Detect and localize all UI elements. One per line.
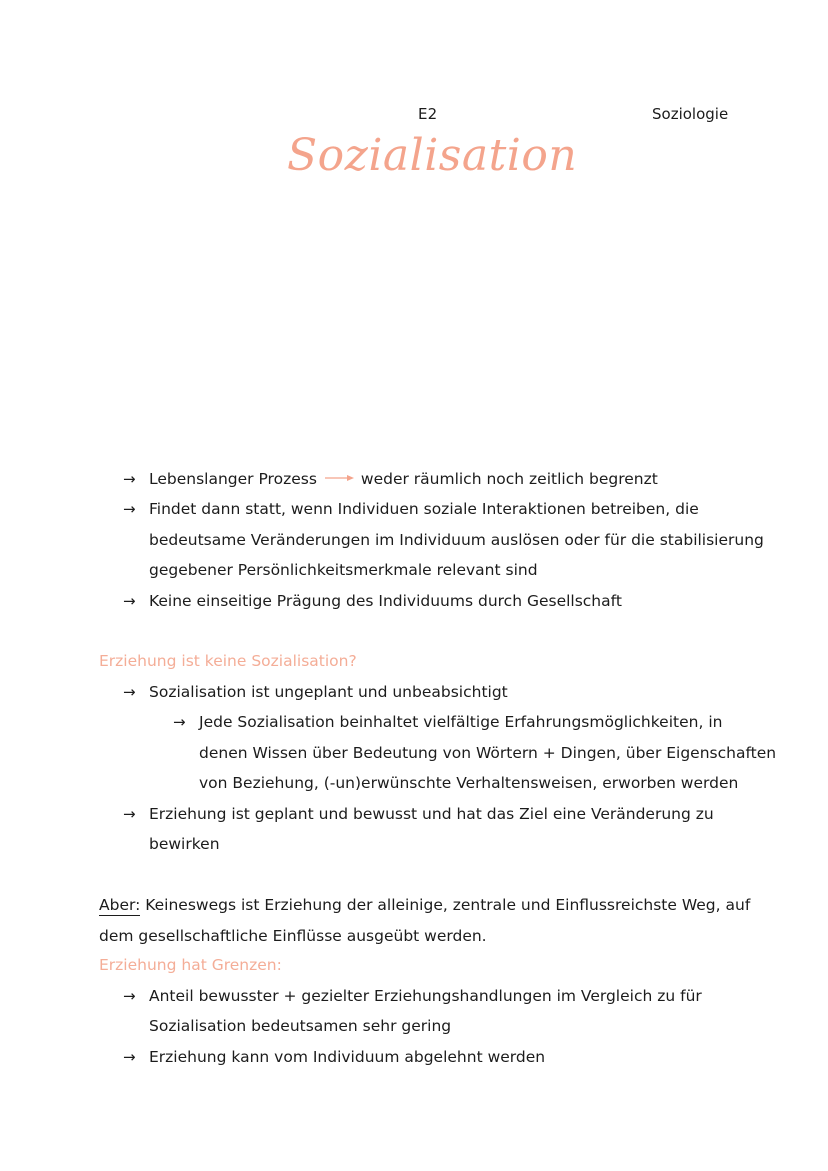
subject-label: Soziologie	[652, 105, 729, 123]
arrow-icon: →	[123, 683, 136, 701]
aber-text: Keineswegs ist Erziehung der alleinige, zentrale und Einflussreichste Weg, auf	[140, 896, 751, 914]
bullet-sozialisation-ungeplant	[123, 682, 508, 702]
bullet-lebenslanger-prozess	[123, 469, 658, 489]
arrow-icon: →	[123, 592, 136, 610]
bullet-text: Keine einseitige Prägung des Individuums durch Gesellschaft	[149, 592, 622, 610]
bullet-continuation: bedeutsame Veränderungen im Individuum auslösen oder für die stabilisierung	[149, 531, 764, 549]
aber-continuation: dem gesellschaftliche Einflüsse ausgeübt werden.	[99, 927, 487, 945]
bullet-continuation: gegebener Persönlichkeitsmerkmale relevant sind	[149, 561, 538, 579]
bullet-text: Erziehung kann vom Individuum abgelehnt werden	[149, 1048, 546, 1066]
arrow-icon: →	[123, 500, 136, 518]
aber-label: Aber:	[99, 896, 141, 914]
aber-paragraph	[99, 895, 750, 915]
bullet-continuation: bewirken	[149, 835, 220, 853]
arrow-icon: →	[173, 713, 186, 731]
bullet-text: Anteil bewusster + gezielter Erziehungshandlungen im Vergleich zu für	[149, 987, 702, 1005]
bullet-text: Erziehung ist geplant und bewusst und hat das Ziel eine Veränderung zu	[149, 805, 714, 823]
arrow-icon: →	[123, 805, 136, 823]
bullet-text: Jede Sozialisation beinhaltet vielfältige Erfahrungsmöglichkeiten, in	[199, 713, 723, 731]
bullet-erziehung-abgelehnt	[123, 1047, 545, 1067]
bullet-anteil-erziehungshandlungen	[123, 986, 702, 1006]
sub-bullet-continuation: von Beziehung, (-un)erwünschte Verhaltensweisen, erworben werden	[199, 774, 739, 792]
bullet-praegung	[123, 591, 622, 611]
bullet-text: weder räumlich noch zeitlich begrenzt	[360, 470, 658, 488]
sub-bullet-erfahrungsmoeglichkeiten	[173, 712, 722, 732]
page-title: Sozialisation	[287, 130, 578, 181]
bullet-text: Findet dann statt, wenn Individuen soziale Interaktionen betreiben, die	[149, 500, 699, 518]
arrow-icon: →	[123, 987, 136, 1005]
section-heading-erziehung-keine-sozialisation: Erziehung ist keine Sozialisation?	[99, 652, 357, 670]
bullet-text: Lebenslanger Prozess	[149, 470, 317, 488]
course-label: E2	[418, 105, 438, 123]
sub-bullet-continuation: denen Wissen über Bedeutung von Wörtern + Dingen, über Eigenschaften	[199, 744, 777, 762]
bullet-text: Sozialisation ist ungeplant und unbeabsichtigt	[149, 683, 508, 701]
arrow-icon: →	[123, 470, 136, 488]
arrow-icon: →	[123, 1048, 136, 1066]
bullet-interaktionen	[123, 499, 699, 519]
pink-arrow-icon	[325, 474, 355, 482]
section-heading-erziehung-grenzen: Erziehung hat Grenzen:	[99, 956, 282, 974]
bullet-continuation: Sozialisation bedeutsamen sehr gering	[149, 1017, 452, 1035]
bullet-erziehung-geplant	[123, 804, 714, 824]
